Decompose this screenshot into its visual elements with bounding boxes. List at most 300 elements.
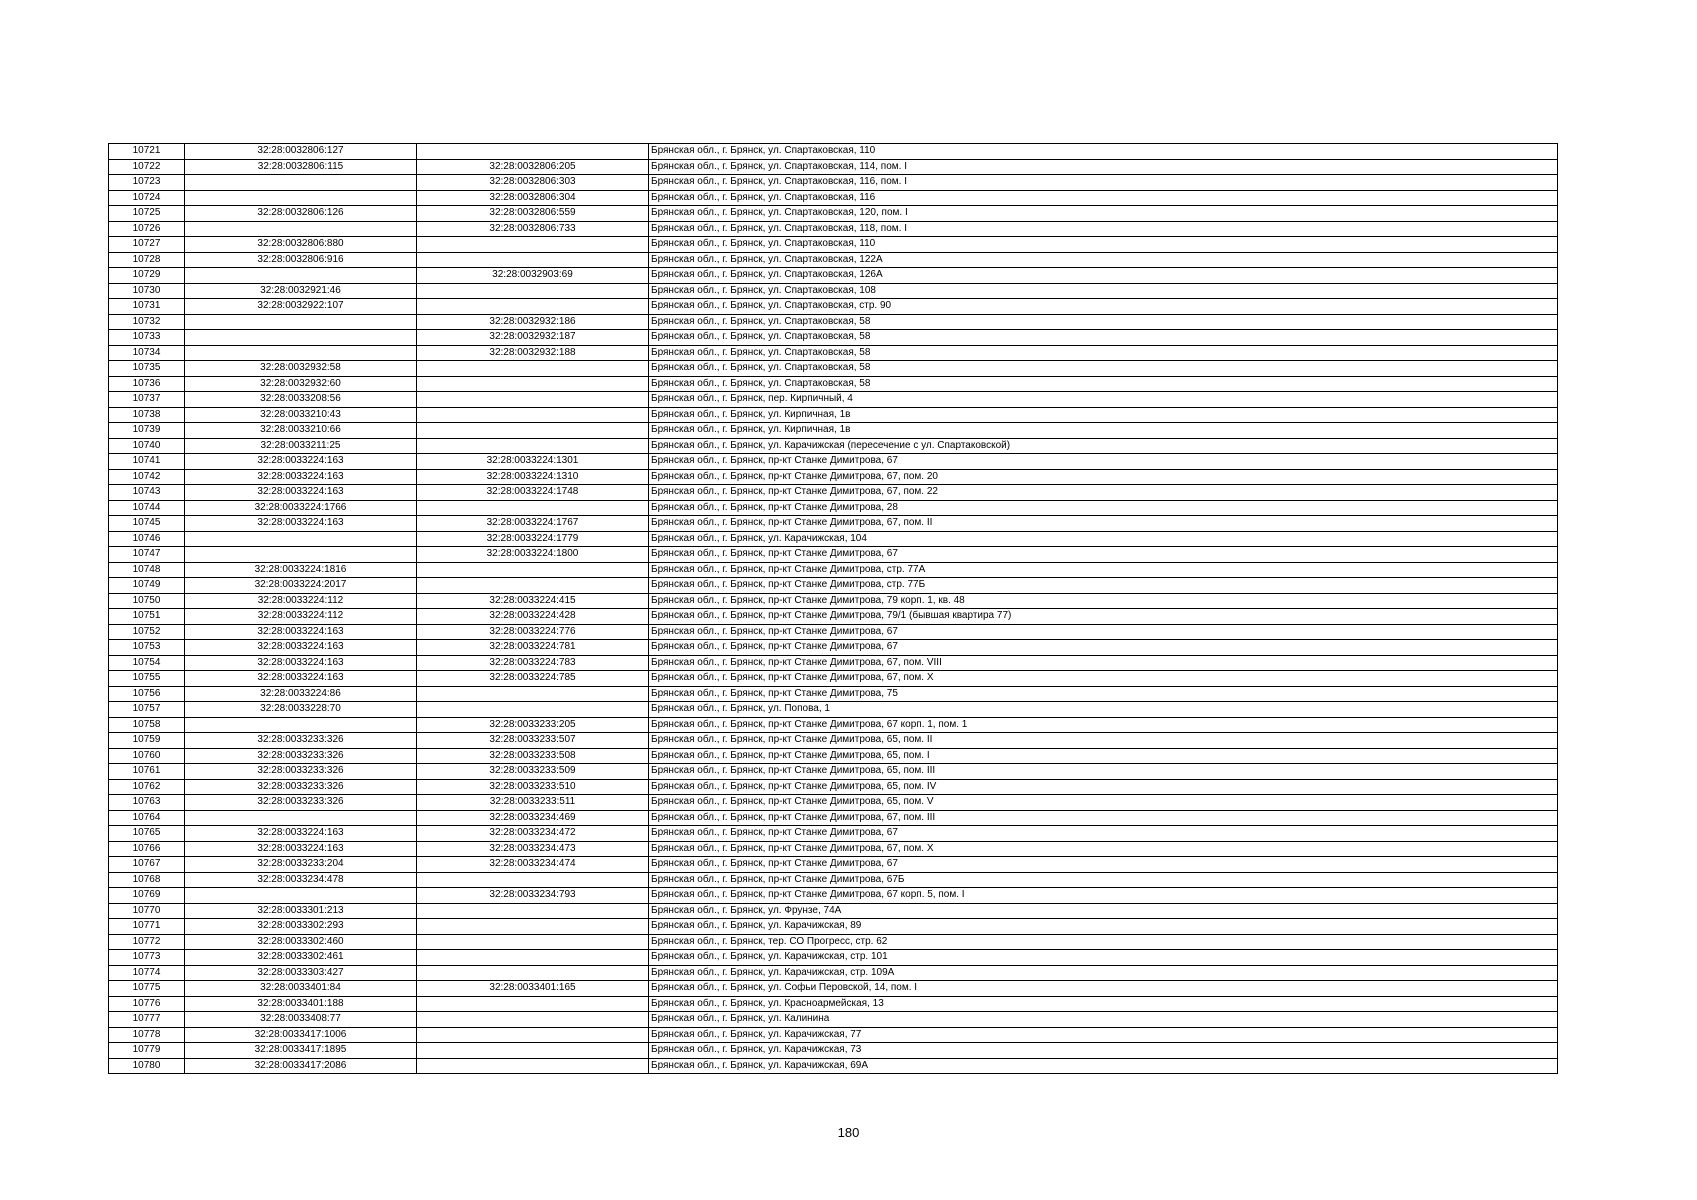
address-cell: Брянская обл., г. Брянск, пр-кт Станке Димитрова, 67, пом. X [649,841,1558,857]
address-cell: Брянская обл., г. Брянск, ул. Спартаковская, 58 [649,361,1558,377]
row-number-cell: 10734 [109,345,185,361]
table-row [109,764,1558,780]
address-cell: Брянская обл., г. Брянск, ул. Попова, 1 [649,702,1558,718]
table-row [109,547,1558,563]
object-cadastral-number-cell [417,376,649,392]
cadastral-number-cell [185,531,417,547]
cadastral-number-cell: 32:28:0033233:326 [185,733,417,749]
table-row [109,314,1558,330]
object-cadastral-number-cell [417,438,649,454]
address-cell: Брянская обл., г. Брянск, пр-кт Станке Димитрова, 67 [649,454,1558,470]
address-cell: Брянская обл., г. Брянск, ул. Фрунзе, 74А [649,903,1558,919]
table-row [109,531,1558,547]
row-number-cell: 10738 [109,407,185,423]
table-row [109,407,1558,423]
table-row [109,655,1558,671]
object-cadastral-number-cell: 32:28:0032932:187 [417,330,649,346]
cadastral-number-cell: 32:28:0032932:60 [185,376,417,392]
object-cadastral-number-cell: 32:28:0032806:205 [417,159,649,175]
row-number-cell: 10754 [109,655,185,671]
table-row [109,1027,1558,1043]
row-number-cell: 10771 [109,919,185,935]
object-cadastral-number-cell: 32:28:0032903:69 [417,268,649,284]
table-row [109,1043,1558,1059]
row-number-cell: 10741 [109,454,185,470]
cadastral-number-cell [185,717,417,733]
object-cadastral-number-cell: 32:28:0032806:733 [417,221,649,237]
object-cadastral-number-cell: 32:28:0033224:1301 [417,454,649,470]
table-row [109,795,1558,811]
table-row [109,578,1558,594]
table-row [109,175,1558,191]
address-cell: Брянская обл., г. Брянск, пр-кт Станке Димитрова, стр. 77Б [649,578,1558,594]
object-cadastral-number-cell [417,1012,649,1028]
object-cadastral-number-cell [417,144,649,160]
cadastral-number-cell [185,345,417,361]
object-cadastral-number-cell [417,1058,649,1074]
table-row [109,516,1558,532]
table-row [109,826,1558,842]
row-number-cell: 10773 [109,950,185,966]
cadastral-number-cell: 32:28:0033224:163 [185,485,417,501]
address-cell: Брянская обл., г. Брянск, пр-кт Станке Димитрова, 65, пом. III [649,764,1558,780]
row-number-cell: 10743 [109,485,185,501]
registry-table-body [109,144,1558,1074]
row-number-cell: 10780 [109,1058,185,1074]
cadastral-number-cell: 32:28:0033224:112 [185,593,417,609]
row-number-cell: 10768 [109,872,185,888]
row-number-cell: 10759 [109,733,185,749]
table-row [109,779,1558,795]
row-number-cell: 10753 [109,640,185,656]
object-cadastral-number-cell: 32:28:0033233:508 [417,748,649,764]
table-row [109,361,1558,377]
address-cell: Брянская обл., г. Брянск, пр-кт Станке Димитрова, 67 корп. 5, пом. I [649,888,1558,904]
table-row [109,376,1558,392]
row-number-cell: 10750 [109,593,185,609]
table-row [109,810,1558,826]
object-cadastral-number-cell: 32:28:0033224:415 [417,593,649,609]
object-cadastral-number-cell: 32:28:0033233:509 [417,764,649,780]
cadastral-number-cell: 32:28:0032932:58 [185,361,417,377]
object-cadastral-number-cell [417,283,649,299]
address-cell: Брянская обл., г. Брянск, пр-кт Станке Димитрова, 67, пом. X [649,671,1558,687]
address-cell: Брянская обл., г. Брянск, пр-кт Станке Димитрова, 65, пом. IV [649,779,1558,795]
address-cell: Брянская обл., г. Брянск, ул. Спартаковская, 120, пом. I [649,206,1558,222]
table-row [109,733,1558,749]
row-number-cell: 10772 [109,934,185,950]
object-cadastral-number-cell: 32:28:0032806:303 [417,175,649,191]
address-cell: Брянская обл., г. Брянск, пр-кт Станке Димитрова, 67 [649,624,1558,640]
object-cadastral-number-cell [417,934,649,950]
address-cell: Брянская обл., г. Брянск, ул. Карачижская, стр. 101 [649,950,1558,966]
cadastral-number-cell: 32:28:0033224:86 [185,686,417,702]
row-number-cell: 10774 [109,965,185,981]
table-row [109,283,1558,299]
address-cell: Брянская обл., г. Брянск, ул. Спартаковская, 108 [649,283,1558,299]
cadastral-number-cell: 32:28:0033234:478 [185,872,417,888]
address-cell: Брянская обл., г. Брянск, пр-кт Станке Димитрова, 67, пом. II [649,516,1558,532]
row-number-cell: 10728 [109,252,185,268]
object-cadastral-number-cell: 32:28:0032806:304 [417,190,649,206]
object-cadastral-number-cell: 32:28:0033224:428 [417,609,649,625]
address-cell: Брянская обл., г. Брянск, ул. Карачижская, 77 [649,1027,1558,1043]
address-cell: Брянская обл., г. Брянск, пр-кт Станке Димитрова, 65, пом. I [649,748,1558,764]
row-number-cell: 10760 [109,748,185,764]
object-cadastral-number-cell [417,578,649,594]
address-cell: Брянская обл., г. Брянск, ул. Спартаковская, 122А [649,252,1558,268]
cadastral-number-cell: 32:28:0033302:461 [185,950,417,966]
row-number-cell: 10756 [109,686,185,702]
table-row [109,717,1558,733]
address-cell: Брянская обл., г. Брянск, ул. Спартаковская, 110 [649,144,1558,160]
object-cadastral-number-cell: 32:28:0032932:186 [417,314,649,330]
cadastral-number-cell: 32:28:0033224:1816 [185,562,417,578]
row-number-cell: 10730 [109,283,185,299]
table-row [109,485,1558,501]
object-cadastral-number-cell: 32:28:0033233:205 [417,717,649,733]
address-cell: Брянская обл., г. Брянск, пр-кт Станке Димитрова, 67, пом. III [649,810,1558,826]
row-number-cell: 10721 [109,144,185,160]
cadastral-number-cell: 32:28:0033224:163 [185,640,417,656]
cadastral-number-cell: 32:28:0032922:107 [185,299,417,315]
address-cell: Брянская обл., г. Брянск, ул. Спартаковская, 58 [649,376,1558,392]
row-number-cell: 10735 [109,361,185,377]
table-row [109,144,1558,160]
address-cell: Брянская обл., г. Брянск, пр-кт Станке Димитрова, 67 корп. 1, пом. 1 [649,717,1558,733]
object-cadastral-number-cell: 32:28:0032806:559 [417,206,649,222]
cadastral-number-cell: 32:28:0033303:427 [185,965,417,981]
address-cell: Брянская обл., г. Брянск, тер. СО Прогресс, стр. 62 [649,934,1558,950]
object-cadastral-number-cell: 32:28:0033234:469 [417,810,649,826]
object-cadastral-number-cell [417,872,649,888]
row-number-cell: 10767 [109,857,185,873]
cadastral-number-cell: 32:28:0033210:66 [185,423,417,439]
cadastral-number-cell: 32:28:0032921:46 [185,283,417,299]
cadastral-number-cell: 32:28:0033408:77 [185,1012,417,1028]
address-cell: Брянская обл., г. Брянск, пр-кт Станке Димитрова, 67 [649,857,1558,873]
table-row [109,950,1558,966]
cadastral-number-cell: 32:28:0033401:84 [185,981,417,997]
table-row [109,330,1558,346]
object-cadastral-number-cell: 32:28:0032932:188 [417,345,649,361]
object-cadastral-number-cell: 32:28:0033234:793 [417,888,649,904]
table-row [109,1012,1558,1028]
row-number-cell: 10758 [109,717,185,733]
row-number-cell: 10727 [109,237,185,253]
address-cell: Брянская обл., г. Брянск, ул. Спартаковская, 110 [649,237,1558,253]
address-cell: Брянская обл., г. Брянск, ул. Кирпичная, 1в [649,423,1558,439]
address-cell: Брянская обл., г. Брянск, ул. Кирпичная, 1в [649,407,1558,423]
object-cadastral-number-cell [417,1043,649,1059]
cadastral-number-cell: 32:28:0033417:1895 [185,1043,417,1059]
cadastral-number-cell: 32:28:0033302:293 [185,919,417,935]
cadastral-number-cell: 32:28:0033233:326 [185,779,417,795]
cadastral-number-cell: 32:28:0033417:2086 [185,1058,417,1074]
address-cell: Брянская обл., г. Брянск, ул. Красноармейская, 13 [649,996,1558,1012]
address-cell: Брянская обл., г. Брянск, ул. Калинина [649,1012,1558,1028]
row-number-cell: 10751 [109,609,185,625]
row-number-cell: 10724 [109,190,185,206]
object-cadastral-number-cell [417,252,649,268]
object-cadastral-number-cell [417,299,649,315]
address-cell: Брянская обл., г. Брянск, ул. Карачижская, 69А [649,1058,1558,1074]
cadastral-number-cell: 32:28:0033233:326 [185,748,417,764]
table-row [109,609,1558,625]
address-cell: Брянская обл., г. Брянск, пр-кт Станке Димитрова, 79/1 (бывшая квартира 77) [649,609,1558,625]
address-cell: Брянская обл., г. Брянск, пр-кт Станке Димитрова, 65, пом. V [649,795,1558,811]
cadastral-number-cell: 32:28:0033224:163 [185,671,417,687]
cadastral-number-cell: 32:28:0032806:880 [185,237,417,253]
cadastral-number-cell: 32:28:0033211:25 [185,438,417,454]
row-number-cell: 10725 [109,206,185,222]
row-number-cell: 10769 [109,888,185,904]
row-number-cell: 10739 [109,423,185,439]
table-row [109,748,1558,764]
row-number-cell: 10747 [109,547,185,563]
cadastral-number-cell: 32:28:0033228:70 [185,702,417,718]
row-number-cell: 10740 [109,438,185,454]
cadastral-number-cell [185,314,417,330]
table-row [109,190,1558,206]
object-cadastral-number-cell: 32:28:0033224:776 [417,624,649,640]
table-row [109,1058,1558,1074]
table-row [109,454,1558,470]
address-cell: Брянская обл., г. Брянск, ул. Спартаковская, стр. 90 [649,299,1558,315]
row-number-cell: 10736 [109,376,185,392]
table-row [109,888,1558,904]
table-row [109,965,1558,981]
cadastral-number-cell: 32:28:0033233:204 [185,857,417,873]
row-number-cell: 10722 [109,159,185,175]
table-row [109,562,1558,578]
cadastral-number-cell [185,547,417,563]
row-number-cell: 10729 [109,268,185,284]
object-cadastral-number-cell [417,903,649,919]
address-cell: Брянская обл., г. Брянск, ул. Спартаковская, 114, пом. I [649,159,1558,175]
cadastral-number-cell: 32:28:0033210:43 [185,407,417,423]
cadastral-number-cell [185,268,417,284]
row-number-cell: 10755 [109,671,185,687]
object-cadastral-number-cell [417,407,649,423]
table-row [109,857,1558,873]
address-cell: Брянская обл., г. Брянск, пр-кт Станке Димитрова, 67 [649,547,1558,563]
table-row [109,934,1558,950]
table-row [109,423,1558,439]
table-row [109,872,1558,888]
cadastral-number-cell [185,888,417,904]
object-cadastral-number-cell: 32:28:0033224:1800 [417,547,649,563]
row-number-cell: 10745 [109,516,185,532]
cadastral-number-cell: 32:28:0033224:163 [185,655,417,671]
registry-table [108,143,1558,1074]
row-number-cell: 10744 [109,500,185,516]
address-cell: Брянская обл., г. Брянск, пр-кт Станке Димитрова, 67 [649,826,1558,842]
cadastral-number-cell: 32:28:0033302:460 [185,934,417,950]
address-cell: Брянская обл., г. Брянск, ул. Спартаковская, 58 [649,345,1558,361]
address-cell: Брянская обл., г. Брянск, пр-кт Станке Димитрова, 79 корп. 1, кв. 48 [649,593,1558,609]
row-number-cell: 10746 [109,531,185,547]
address-cell: Брянская обл., г. Брянск, ул. Спартаковская, 58 [649,314,1558,330]
cadastral-number-cell [185,190,417,206]
row-number-cell: 10770 [109,903,185,919]
address-cell: Брянская обл., г. Брянск, пр-кт Станке Димитрова, 67, пом. 20 [649,469,1558,485]
address-cell: Брянская обл., г. Брянск, пр-кт Станке Димитрова, 75 [649,686,1558,702]
table-row [109,981,1558,997]
address-cell: Брянская обл., г. Брянск, пр-кт Станке Димитрова, 67, пом. 22 [649,485,1558,501]
cadastral-number-cell: 32:28:0032806:126 [185,206,417,222]
object-cadastral-number-cell [417,423,649,439]
table-row [109,919,1558,935]
row-number-cell: 10763 [109,795,185,811]
row-number-cell: 10737 [109,392,185,408]
object-cadastral-number-cell: 32:28:0033224:785 [417,671,649,687]
address-cell: Брянская обл., г. Брянск, пр-кт Станке Димитрова, 65, пом. II [649,733,1558,749]
table-row [109,841,1558,857]
address-cell: Брянская обл., г. Брянск, ул. Карачижская, 104 [649,531,1558,547]
object-cadastral-number-cell [417,562,649,578]
row-number-cell: 10776 [109,996,185,1012]
table-row [109,299,1558,315]
table-row [109,159,1558,175]
table-row [109,640,1558,656]
cadastral-number-cell: 32:28:0032806:916 [185,252,417,268]
row-number-cell: 10757 [109,702,185,718]
row-number-cell: 10752 [109,624,185,640]
table-row [109,438,1558,454]
cadastral-number-cell: 32:28:0033224:163 [185,516,417,532]
cadastral-number-cell [185,221,417,237]
cadastral-number-cell: 32:28:0033417:1006 [185,1027,417,1043]
row-number-cell: 10762 [109,779,185,795]
cadastral-number-cell: 32:28:0033224:163 [185,826,417,842]
address-cell: Брянская обл., г. Брянск, ул. Карачижская (пересечение с ул. Спартаковской) [649,438,1558,454]
object-cadastral-number-cell: 32:28:0033234:473 [417,841,649,857]
table-row [109,593,1558,609]
object-cadastral-number-cell: 32:28:0033234:472 [417,826,649,842]
address-cell: Брянская обл., г. Брянск, ул. Карачижская, 89 [649,919,1558,935]
cadastral-number-cell: 32:28:0033224:1766 [185,500,417,516]
table-row [109,469,1558,485]
table-row [109,686,1558,702]
address-cell: Брянская обл., г. Брянск, ул. Спартаковская, 116, пом. I [649,175,1558,191]
object-cadastral-number-cell [417,361,649,377]
address-cell: Брянская обл., г. Брянск, пр-кт Станке Димитрова, стр. 77А [649,562,1558,578]
object-cadastral-number-cell [417,686,649,702]
address-cell: Брянская обл., г. Брянск, ул. Карачижская, стр. 109А [649,965,1558,981]
cadastral-number-cell: 32:28:0033224:2017 [185,578,417,594]
row-number-cell: 10775 [109,981,185,997]
object-cadastral-number-cell [417,950,649,966]
row-number-cell: 10761 [109,764,185,780]
object-cadastral-number-cell: 32:28:0033224:781 [417,640,649,656]
address-cell: Брянская обл., г. Брянск, ул. Спартаковская, 118, пом. I [649,221,1558,237]
address-cell: Брянская обл., г. Брянск, ул. Спартаковская, 58 [649,330,1558,346]
row-number-cell: 10726 [109,221,185,237]
table-row [109,237,1558,253]
table-row [109,671,1558,687]
row-number-cell: 10777 [109,1012,185,1028]
cadastral-number-cell [185,810,417,826]
object-cadastral-number-cell: 32:28:0033401:165 [417,981,649,997]
object-cadastral-number-cell: 32:28:0033224:783 [417,655,649,671]
object-cadastral-number-cell: 32:28:0033233:511 [417,795,649,811]
table-row [109,996,1558,1012]
row-number-cell: 10749 [109,578,185,594]
table-row [109,624,1558,640]
address-cell: Брянская обл., г. Брянск, пр-кт Станке Димитрова, 67 [649,640,1558,656]
table-row [109,221,1558,237]
table-row [109,392,1558,408]
object-cadastral-number-cell [417,392,649,408]
cadastral-number-cell: 32:28:0033224:163 [185,841,417,857]
object-cadastral-number-cell: 32:28:0033233:510 [417,779,649,795]
row-number-cell: 10765 [109,826,185,842]
row-number-cell: 10766 [109,841,185,857]
address-cell: Брянская обл., г. Брянск, пр-кт Станке Димитрова, 67Б [649,872,1558,888]
table-row [109,252,1558,268]
address-cell: Брянская обл., г. Брянск, пер. Кирпичный, 4 [649,392,1558,408]
table-row [109,702,1558,718]
row-number-cell: 10732 [109,314,185,330]
cadastral-number-cell [185,175,417,191]
address-cell: Брянская обл., г. Брянск, пр-кт Станке Димитрова, 28 [649,500,1558,516]
cadastral-number-cell: 32:28:0033233:326 [185,764,417,780]
object-cadastral-number-cell [417,1027,649,1043]
row-number-cell: 10723 [109,175,185,191]
cadastral-number-cell: 32:28:0033224:163 [185,469,417,485]
address-cell: Брянская обл., г. Брянск, ул. Софьи Перовской, 14, пом. I [649,981,1558,997]
page-number: 180 [837,1125,860,1140]
table-row [109,268,1558,284]
object-cadastral-number-cell: 32:28:0033224:1748 [417,485,649,501]
row-number-cell: 10778 [109,1027,185,1043]
object-cadastral-number-cell: 32:28:0033224:1767 [417,516,649,532]
address-cell: Брянская обл., г. Брянск, ул. Спартаковская, 116 [649,190,1558,206]
object-cadastral-number-cell: 32:28:0033233:507 [417,733,649,749]
table-row [109,903,1558,919]
object-cadastral-number-cell [417,919,649,935]
cadastral-number-cell: 32:28:0033208:56 [185,392,417,408]
cadastral-number-cell: 32:28:0032806:115 [185,159,417,175]
object-cadastral-number-cell: 32:28:0033234:474 [417,857,649,873]
row-number-cell: 10742 [109,469,185,485]
row-number-cell: 10731 [109,299,185,315]
cadastral-number-cell: 32:28:0033233:326 [185,795,417,811]
row-number-cell: 10764 [109,810,185,826]
cadastral-number-cell [185,330,417,346]
row-number-cell: 10779 [109,1043,185,1059]
row-number-cell: 10748 [109,562,185,578]
object-cadastral-number-cell [417,500,649,516]
table-row [109,206,1558,222]
object-cadastral-number-cell [417,702,649,718]
cadastral-number-cell: 32:28:0033224:112 [185,609,417,625]
object-cadastral-number-cell [417,965,649,981]
cadastral-number-cell: 32:28:0032806:127 [185,144,417,160]
cadastral-number-cell: 32:28:0033224:163 [185,454,417,470]
object-cadastral-number-cell: 32:28:0033224:1310 [417,469,649,485]
object-cadastral-number-cell: 32:28:0033224:1779 [417,531,649,547]
cadastral-number-cell: 32:28:0033224:163 [185,624,417,640]
address-cell: Брянская обл., г. Брянск, ул. Спартаковская, 126А [649,268,1558,284]
object-cadastral-number-cell [417,996,649,1012]
cadastral-number-cell: 32:28:0033401:188 [185,996,417,1012]
row-number-cell: 10733 [109,330,185,346]
table-row [109,345,1558,361]
object-cadastral-number-cell [417,237,649,253]
address-cell: Брянская обл., г. Брянск, пр-кт Станке Димитрова, 67, пом. VIII [649,655,1558,671]
